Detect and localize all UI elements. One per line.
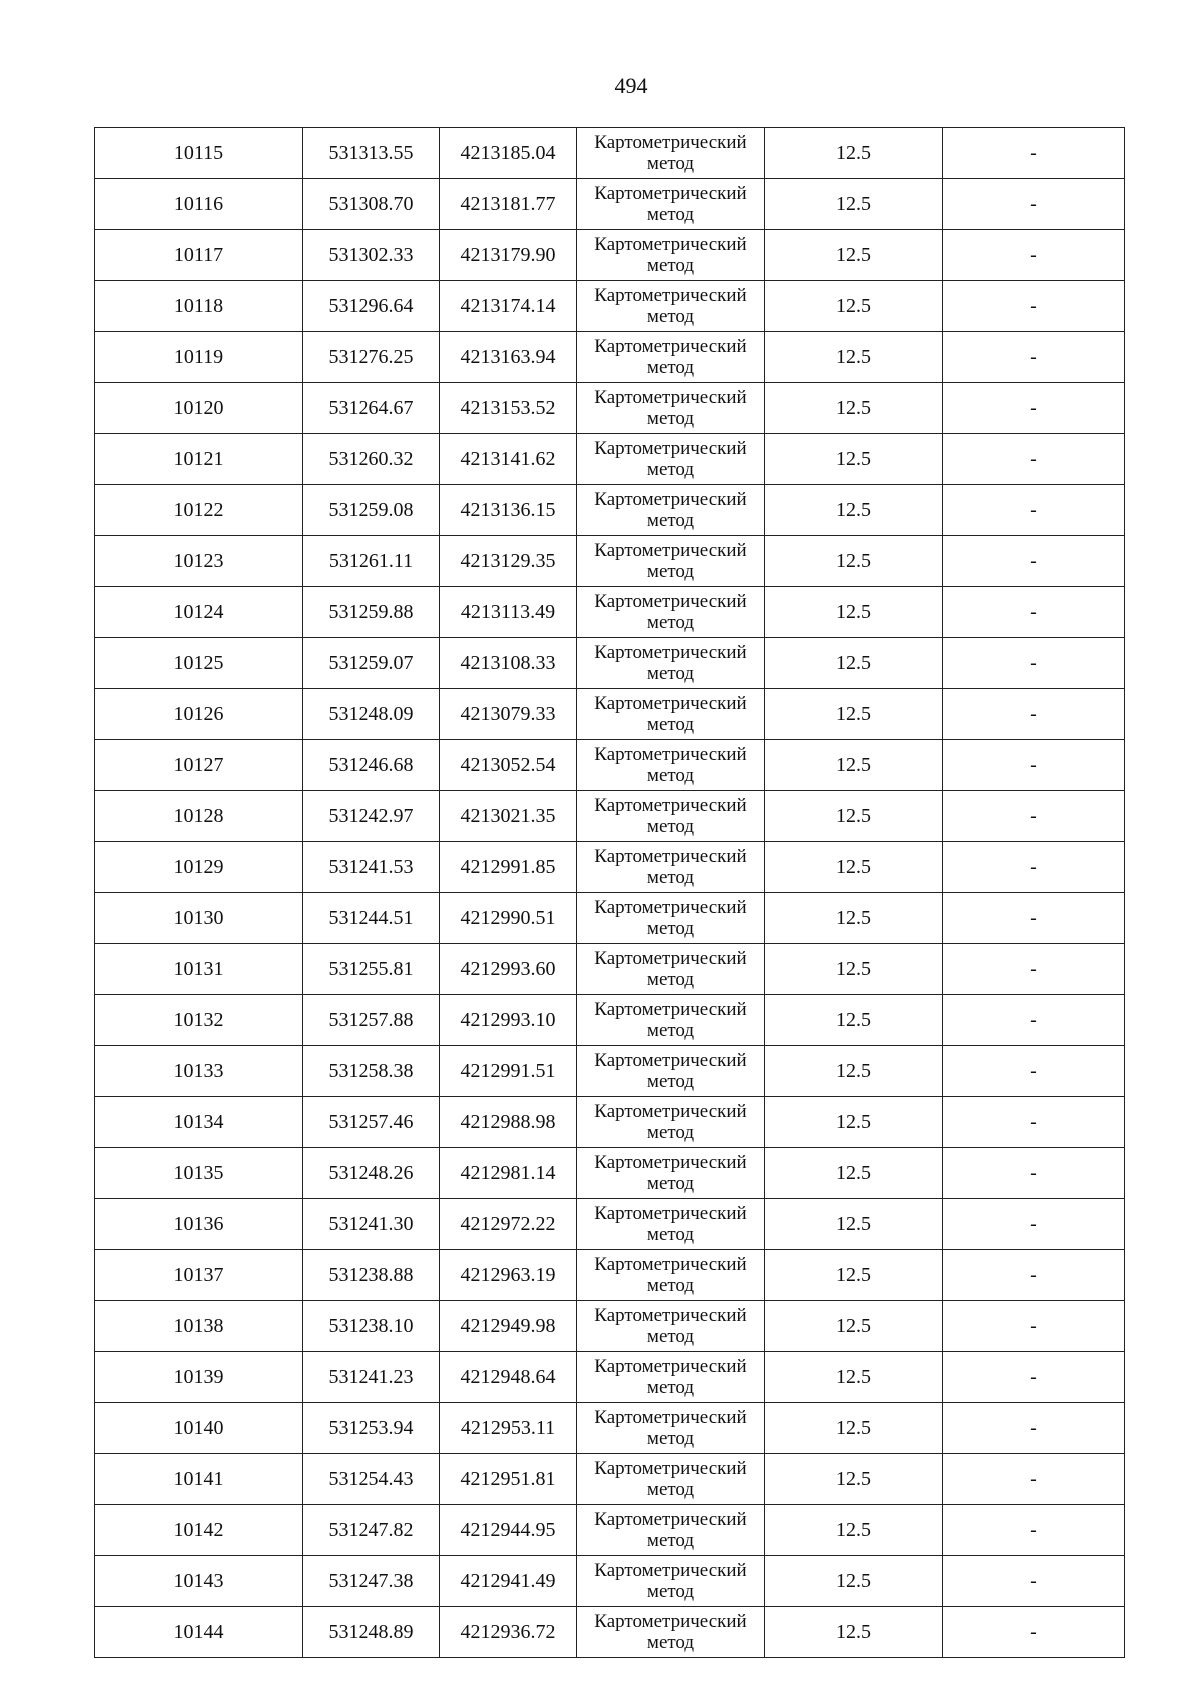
point-number-cell: 10130 bbox=[95, 893, 303, 944]
accuracy-cell: 12.5 bbox=[765, 689, 943, 740]
note-cell: - bbox=[943, 128, 1125, 179]
point-number-cell: 10139 bbox=[95, 1352, 303, 1403]
x-coordinate-cell: 531261.11 bbox=[303, 536, 440, 587]
accuracy-cell: 12.5 bbox=[765, 587, 943, 638]
note-cell: - bbox=[943, 1097, 1125, 1148]
x-coordinate-cell: 531313.55 bbox=[303, 128, 440, 179]
note-cell: - bbox=[943, 1607, 1125, 1658]
x-coordinate-cell: 531238.88 bbox=[303, 1250, 440, 1301]
accuracy-cell: 12.5 bbox=[765, 842, 943, 893]
table-row bbox=[95, 536, 1125, 587]
x-coordinate-cell: 531302.33 bbox=[303, 230, 440, 281]
y-coordinate-cell: 4213129.35 bbox=[440, 536, 577, 587]
y-coordinate-cell: 4212991.85 bbox=[440, 842, 577, 893]
point-number-cell: 10129 bbox=[95, 842, 303, 893]
table-row bbox=[95, 1454, 1125, 1505]
note-cell: - bbox=[943, 842, 1125, 893]
accuracy-cell: 12.5 bbox=[765, 1403, 943, 1454]
y-coordinate-cell: 4212949.98 bbox=[440, 1301, 577, 1352]
method-cell: Картометрический метод bbox=[577, 1046, 765, 1097]
table-row bbox=[95, 1097, 1125, 1148]
note-cell: - bbox=[943, 689, 1125, 740]
method-cell: Картометрический метод bbox=[577, 944, 765, 995]
method-cell: Картометрический метод bbox=[577, 638, 765, 689]
x-coordinate-cell: 531260.32 bbox=[303, 434, 440, 485]
accuracy-cell: 12.5 bbox=[765, 791, 943, 842]
x-coordinate-cell: 531244.51 bbox=[303, 893, 440, 944]
point-number-cell: 10124 bbox=[95, 587, 303, 638]
accuracy-cell: 12.5 bbox=[765, 1607, 943, 1658]
point-number-cell: 10142 bbox=[95, 1505, 303, 1556]
x-coordinate-cell: 531248.89 bbox=[303, 1607, 440, 1658]
table-row bbox=[95, 230, 1125, 281]
note-cell: - bbox=[943, 1148, 1125, 1199]
table-row bbox=[95, 383, 1125, 434]
x-coordinate-cell: 531308.70 bbox=[303, 179, 440, 230]
x-coordinate-cell: 531242.97 bbox=[303, 791, 440, 842]
y-coordinate-cell: 4213052.54 bbox=[440, 740, 577, 791]
y-coordinate-cell: 4213079.33 bbox=[440, 689, 577, 740]
note-cell: - bbox=[943, 1046, 1125, 1097]
x-coordinate-cell: 531259.08 bbox=[303, 485, 440, 536]
y-coordinate-cell: 4213108.33 bbox=[440, 638, 577, 689]
accuracy-cell: 12.5 bbox=[765, 1505, 943, 1556]
table-row bbox=[95, 740, 1125, 791]
point-number-cell: 10119 bbox=[95, 332, 303, 383]
accuracy-cell: 12.5 bbox=[765, 230, 943, 281]
table-row bbox=[95, 1250, 1125, 1301]
method-cell: Картометрический метод bbox=[577, 1454, 765, 1505]
accuracy-cell: 12.5 bbox=[765, 536, 943, 587]
coordinates-table bbox=[94, 127, 1125, 1658]
point-number-cell: 10121 bbox=[95, 434, 303, 485]
point-number-cell: 10131 bbox=[95, 944, 303, 995]
note-cell: - bbox=[943, 1301, 1125, 1352]
x-coordinate-cell: 531253.94 bbox=[303, 1403, 440, 1454]
method-cell: Картометрический метод bbox=[577, 434, 765, 485]
table-row bbox=[95, 893, 1125, 944]
method-cell: Картометрический метод bbox=[577, 179, 765, 230]
y-coordinate-cell: 4213113.49 bbox=[440, 587, 577, 638]
accuracy-cell: 12.5 bbox=[765, 383, 943, 434]
accuracy-cell: 12.5 bbox=[765, 332, 943, 383]
accuracy-cell: 12.5 bbox=[765, 128, 943, 179]
point-number-cell: 10138 bbox=[95, 1301, 303, 1352]
note-cell: - bbox=[943, 740, 1125, 791]
method-cell: Картометрический метод bbox=[577, 281, 765, 332]
y-coordinate-cell: 4213174.14 bbox=[440, 281, 577, 332]
x-coordinate-cell: 531257.88 bbox=[303, 995, 440, 1046]
table-row bbox=[95, 485, 1125, 536]
accuracy-cell: 12.5 bbox=[765, 638, 943, 689]
table-row bbox=[95, 944, 1125, 995]
point-number-cell: 10123 bbox=[95, 536, 303, 587]
accuracy-cell: 12.5 bbox=[765, 1556, 943, 1607]
page-number: 494 bbox=[614, 73, 648, 98]
note-cell: - bbox=[943, 434, 1125, 485]
note-cell: - bbox=[943, 1199, 1125, 1250]
point-number-cell: 10137 bbox=[95, 1250, 303, 1301]
table-row bbox=[95, 128, 1125, 179]
point-number-cell: 10134 bbox=[95, 1097, 303, 1148]
y-coordinate-cell: 4212953.11 bbox=[440, 1403, 577, 1454]
x-coordinate-cell: 531257.46 bbox=[303, 1097, 440, 1148]
note-cell: - bbox=[943, 1250, 1125, 1301]
accuracy-cell: 12.5 bbox=[765, 1199, 943, 1250]
x-coordinate-cell: 531254.43 bbox=[303, 1454, 440, 1505]
note-cell: - bbox=[943, 332, 1125, 383]
note-cell: - bbox=[943, 1352, 1125, 1403]
table-row bbox=[95, 1403, 1125, 1454]
x-coordinate-cell: 531238.10 bbox=[303, 1301, 440, 1352]
point-number-cell: 10144 bbox=[95, 1607, 303, 1658]
method-cell: Картометрический метод bbox=[577, 587, 765, 638]
table-row bbox=[95, 1352, 1125, 1403]
table-row bbox=[95, 1607, 1125, 1658]
note-cell: - bbox=[943, 587, 1125, 638]
y-coordinate-cell: 4212993.10 bbox=[440, 995, 577, 1046]
point-number-cell: 10133 bbox=[95, 1046, 303, 1097]
table-row bbox=[95, 281, 1125, 332]
table-row bbox=[95, 995, 1125, 1046]
note-cell: - bbox=[943, 893, 1125, 944]
method-cell: Картометрический метод bbox=[577, 1301, 765, 1352]
table-row bbox=[95, 791, 1125, 842]
y-coordinate-cell: 4213153.52 bbox=[440, 383, 577, 434]
method-cell: Картометрический метод bbox=[577, 995, 765, 1046]
method-cell: Картометрический метод bbox=[577, 332, 765, 383]
table-row bbox=[95, 1046, 1125, 1097]
coordinates-table-body bbox=[95, 128, 1125, 1658]
y-coordinate-cell: 4213163.94 bbox=[440, 332, 577, 383]
table-row bbox=[95, 1301, 1125, 1352]
method-cell: Картометрический метод bbox=[577, 1352, 765, 1403]
x-coordinate-cell: 531259.07 bbox=[303, 638, 440, 689]
table-row bbox=[95, 638, 1125, 689]
accuracy-cell: 12.5 bbox=[765, 1250, 943, 1301]
note-cell: - bbox=[943, 281, 1125, 332]
point-number-cell: 10127 bbox=[95, 740, 303, 791]
x-coordinate-cell: 531264.67 bbox=[303, 383, 440, 434]
table-row bbox=[95, 842, 1125, 893]
method-cell: Картометрический метод bbox=[577, 1097, 765, 1148]
point-number-cell: 10136 bbox=[95, 1199, 303, 1250]
method-cell: Картометрический метод bbox=[577, 689, 765, 740]
x-coordinate-cell: 531241.30 bbox=[303, 1199, 440, 1250]
method-cell: Картометрический метод bbox=[577, 842, 765, 893]
note-cell: - bbox=[943, 179, 1125, 230]
table-row bbox=[95, 179, 1125, 230]
method-cell: Картометрический метод bbox=[577, 485, 765, 536]
x-coordinate-cell: 531296.64 bbox=[303, 281, 440, 332]
note-cell: - bbox=[943, 383, 1125, 434]
note-cell: - bbox=[943, 485, 1125, 536]
point-number-cell: 10132 bbox=[95, 995, 303, 1046]
x-coordinate-cell: 531258.38 bbox=[303, 1046, 440, 1097]
point-number-cell: 10118 bbox=[95, 281, 303, 332]
table-row bbox=[95, 587, 1125, 638]
table-row bbox=[95, 689, 1125, 740]
y-coordinate-cell: 4212941.49 bbox=[440, 1556, 577, 1607]
y-coordinate-cell: 4213179.90 bbox=[440, 230, 577, 281]
point-number-cell: 10135 bbox=[95, 1148, 303, 1199]
y-coordinate-cell: 4212963.19 bbox=[440, 1250, 577, 1301]
note-cell: - bbox=[943, 638, 1125, 689]
table-row bbox=[95, 1556, 1125, 1607]
point-number-cell: 10128 bbox=[95, 791, 303, 842]
method-cell: Картометрический метод bbox=[577, 1607, 765, 1658]
point-number-cell: 10141 bbox=[95, 1454, 303, 1505]
accuracy-cell: 12.5 bbox=[765, 1097, 943, 1148]
method-cell: Картометрический метод bbox=[577, 536, 765, 587]
method-cell: Картометрический метод bbox=[577, 383, 765, 434]
y-coordinate-cell: 4212951.81 bbox=[440, 1454, 577, 1505]
method-cell: Картометрический метод bbox=[577, 1505, 765, 1556]
x-coordinate-cell: 531241.53 bbox=[303, 842, 440, 893]
point-number-cell: 10115 bbox=[95, 128, 303, 179]
x-coordinate-cell: 531248.09 bbox=[303, 689, 440, 740]
accuracy-cell: 12.5 bbox=[765, 995, 943, 1046]
y-coordinate-cell: 4212993.60 bbox=[440, 944, 577, 995]
y-coordinate-cell: 4212988.98 bbox=[440, 1097, 577, 1148]
method-cell: Картометрический метод bbox=[577, 740, 765, 791]
method-cell: Картометрический метод bbox=[577, 1148, 765, 1199]
note-cell: - bbox=[943, 1556, 1125, 1607]
accuracy-cell: 12.5 bbox=[765, 1454, 943, 1505]
y-coordinate-cell: 4212990.51 bbox=[440, 893, 577, 944]
note-cell: - bbox=[943, 791, 1125, 842]
table-row bbox=[95, 332, 1125, 383]
y-coordinate-cell: 4213021.35 bbox=[440, 791, 577, 842]
accuracy-cell: 12.5 bbox=[765, 485, 943, 536]
accuracy-cell: 12.5 bbox=[765, 740, 943, 791]
table-row bbox=[95, 434, 1125, 485]
note-cell: - bbox=[943, 536, 1125, 587]
y-coordinate-cell: 4212991.51 bbox=[440, 1046, 577, 1097]
accuracy-cell: 12.5 bbox=[765, 893, 943, 944]
point-number-cell: 10116 bbox=[95, 179, 303, 230]
accuracy-cell: 12.5 bbox=[765, 1301, 943, 1352]
table-row bbox=[95, 1199, 1125, 1250]
table-row bbox=[95, 1148, 1125, 1199]
x-coordinate-cell: 531276.25 bbox=[303, 332, 440, 383]
accuracy-cell: 12.5 bbox=[765, 281, 943, 332]
note-cell: - bbox=[943, 1454, 1125, 1505]
note-cell: - bbox=[943, 1505, 1125, 1556]
y-coordinate-cell: 4213141.62 bbox=[440, 434, 577, 485]
x-coordinate-cell: 531259.88 bbox=[303, 587, 440, 638]
note-cell: - bbox=[943, 1403, 1125, 1454]
y-coordinate-cell: 4212981.14 bbox=[440, 1148, 577, 1199]
method-cell: Картометрический метод bbox=[577, 1250, 765, 1301]
y-coordinate-cell: 4213136.15 bbox=[440, 485, 577, 536]
method-cell: Картометрический метод bbox=[577, 128, 765, 179]
x-coordinate-cell: 531247.38 bbox=[303, 1556, 440, 1607]
y-coordinate-cell: 4212936.72 bbox=[440, 1607, 577, 1658]
x-coordinate-cell: 531241.23 bbox=[303, 1352, 440, 1403]
accuracy-cell: 12.5 bbox=[765, 179, 943, 230]
accuracy-cell: 12.5 bbox=[765, 434, 943, 485]
accuracy-cell: 12.5 bbox=[765, 1352, 943, 1403]
method-cell: Картометрический метод bbox=[577, 1403, 765, 1454]
note-cell: - bbox=[943, 230, 1125, 281]
accuracy-cell: 12.5 bbox=[765, 1046, 943, 1097]
accuracy-cell: 12.5 bbox=[765, 1148, 943, 1199]
x-coordinate-cell: 531255.81 bbox=[303, 944, 440, 995]
point-number-cell: 10143 bbox=[95, 1556, 303, 1607]
y-coordinate-cell: 4212972.22 bbox=[440, 1199, 577, 1250]
y-coordinate-cell: 4213185.04 bbox=[440, 128, 577, 179]
point-number-cell: 10140 bbox=[95, 1403, 303, 1454]
method-cell: Картометрический метод bbox=[577, 230, 765, 281]
point-number-cell: 10122 bbox=[95, 485, 303, 536]
method-cell: Картометрический метод bbox=[577, 1199, 765, 1250]
method-cell: Картометрический метод bbox=[577, 893, 765, 944]
method-cell: Картометрический метод bbox=[577, 1556, 765, 1607]
note-cell: - bbox=[943, 995, 1125, 1046]
note-cell: - bbox=[943, 944, 1125, 995]
x-coordinate-cell: 531248.26 bbox=[303, 1148, 440, 1199]
point-number-cell: 10120 bbox=[95, 383, 303, 434]
method-cell: Картометрический метод bbox=[577, 791, 765, 842]
point-number-cell: 10125 bbox=[95, 638, 303, 689]
point-number-cell: 10126 bbox=[95, 689, 303, 740]
x-coordinate-cell: 531247.82 bbox=[303, 1505, 440, 1556]
accuracy-cell: 12.5 bbox=[765, 944, 943, 995]
y-coordinate-cell: 4212944.95 bbox=[440, 1505, 577, 1556]
x-coordinate-cell: 531246.68 bbox=[303, 740, 440, 791]
y-coordinate-cell: 4212948.64 bbox=[440, 1352, 577, 1403]
table-row bbox=[95, 1505, 1125, 1556]
y-coordinate-cell: 4213181.77 bbox=[440, 179, 577, 230]
point-number-cell: 10117 bbox=[95, 230, 303, 281]
